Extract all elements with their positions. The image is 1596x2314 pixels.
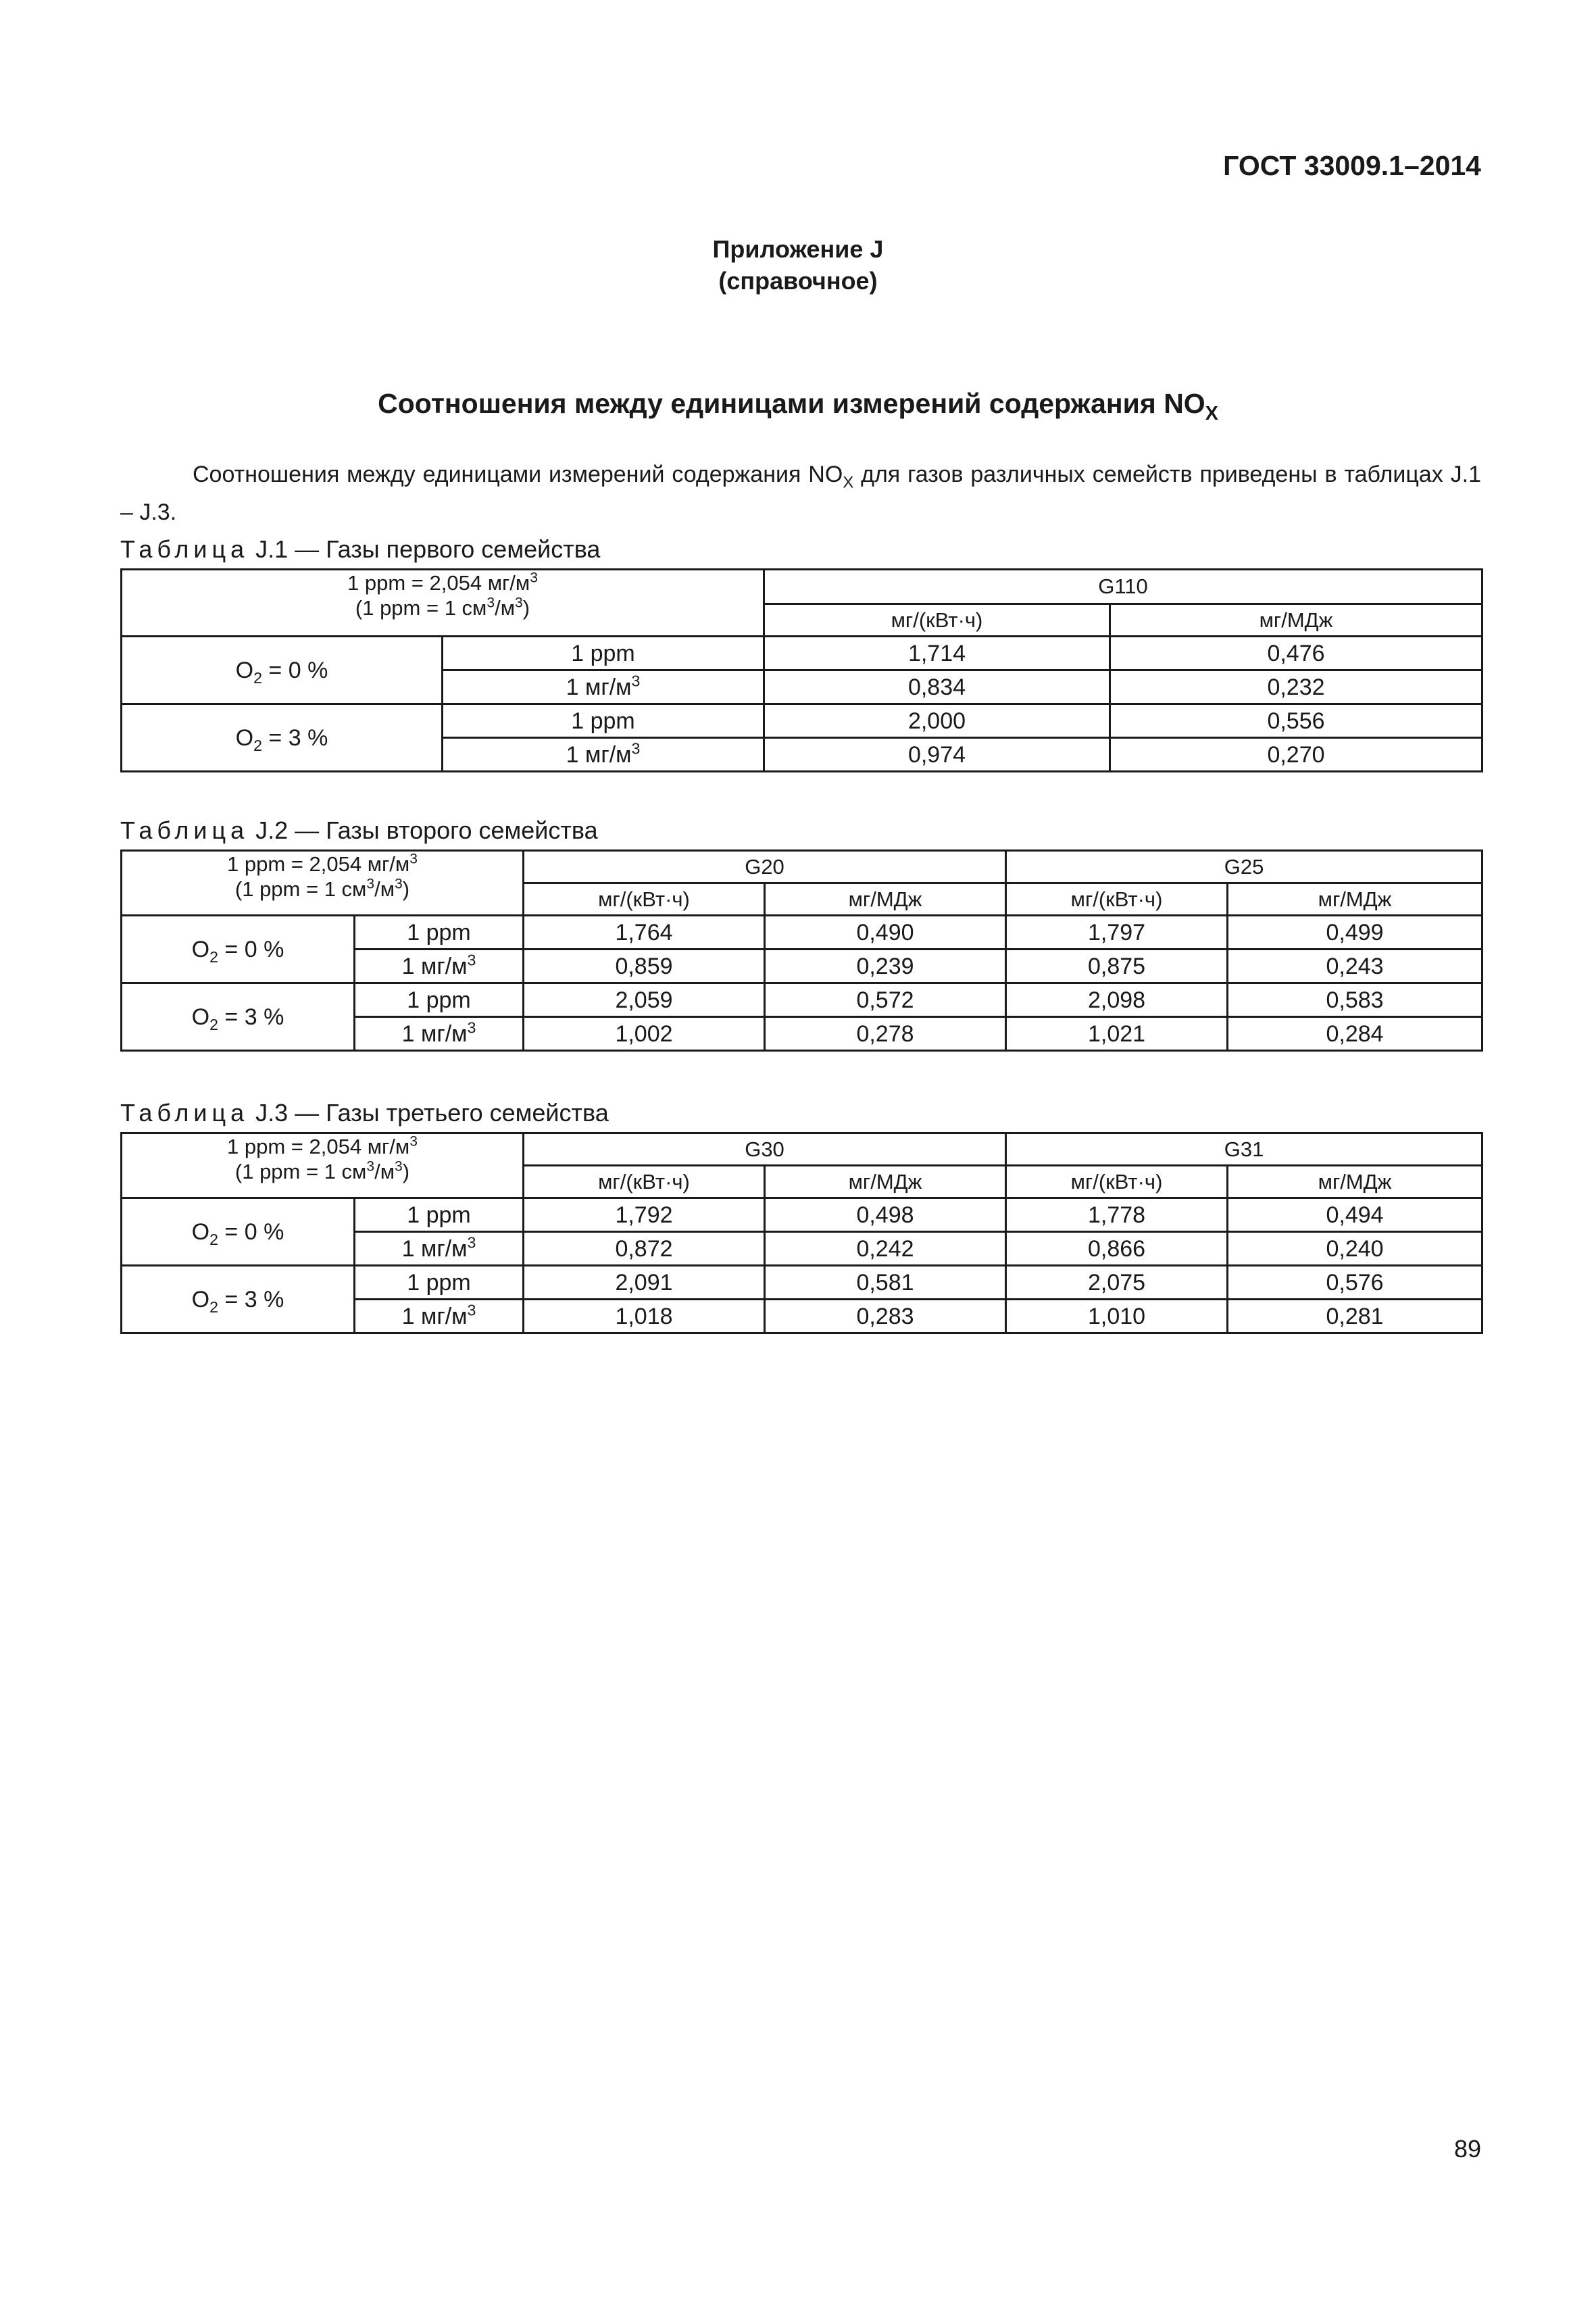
value-cell: 1,797 <box>1006 916 1228 950</box>
header-row <box>122 851 1482 883</box>
conversion-line-2 <box>122 595 763 620</box>
value-cell: 1,714 <box>764 637 1110 670</box>
o2-0-label <box>122 916 355 983</box>
conversion-note <box>122 570 764 637</box>
value-cell: 2,098 <box>1006 983 1228 1017</box>
caption-label: Таблица <box>120 535 249 563</box>
unit-text: 1 мг/м <box>401 953 468 979</box>
page-number: 89 <box>1453 2135 1481 2163</box>
annex-heading <box>0 233 1596 297</box>
unit-text: 1 мг/м <box>566 741 632 768</box>
value-cell: 0,834 <box>764 670 1110 704</box>
table-row <box>122 1198 1482 1232</box>
subscript: 2 <box>209 1298 218 1316</box>
value-cell: 2,075 <box>1006 1266 1228 1300</box>
value-cell: 0,490 <box>765 916 1006 950</box>
value-cell: 0,239 <box>765 950 1006 983</box>
header-row <box>122 570 1482 604</box>
unit-text: 1 мг/м <box>401 1020 468 1047</box>
caption-title: J.3 — Газы третьего семейства <box>249 1099 609 1127</box>
conversion-text: (1 ppm = 1 см <box>355 596 487 620</box>
caption-label: Таблица <box>120 1099 249 1127</box>
value-cell: 0,583 <box>1228 983 1482 1017</box>
annex-type: (справочное) <box>718 267 878 295</box>
superscript: 3 <box>409 1133 418 1150</box>
conversion-text: /м <box>374 877 395 901</box>
superscript: 3 <box>487 595 495 611</box>
row-unit-ppm: 1 ppm <box>355 1266 524 1300</box>
conversion-line-1 <box>122 1134 522 1159</box>
conversion-text: ) <box>402 1160 410 1183</box>
subscript: 2 <box>209 1230 218 1248</box>
value-cell: 2,091 <box>524 1266 765 1300</box>
unit-text: 1 мг/м <box>401 1235 468 1262</box>
value-cell: 0,866 <box>1006 1232 1228 1266</box>
caption-label: Таблица <box>120 816 249 844</box>
superscript: 3 <box>395 1158 403 1175</box>
table-row <box>122 704 1482 738</box>
unit-text: 1 мг/м <box>566 674 632 700</box>
conversion-text: /м <box>374 1160 395 1183</box>
conversion-text: ) <box>522 596 530 620</box>
superscript: 3 <box>631 671 641 689</box>
o2-value: = 0 % <box>218 936 284 962</box>
unit-mj-header: мг/МДж <box>765 883 1006 916</box>
conversion-line-2 <box>122 1159 522 1184</box>
row-unit-mg <box>443 738 764 772</box>
intro-subscript: X <box>843 473 854 492</box>
table-row <box>122 637 1482 670</box>
o2-3-label <box>122 704 443 772</box>
value-cell: 1,778 <box>1006 1198 1228 1232</box>
value-cell: 0,278 <box>765 1017 1006 1051</box>
value-cell: 0,872 <box>524 1232 765 1266</box>
o2-symbol: O <box>235 724 254 751</box>
conversion-text: 1 ppm = 2,054 мг/м <box>227 1135 410 1158</box>
table-j3 <box>120 1132 1483 1334</box>
gas-header: G25 <box>1006 851 1482 883</box>
value-cell: 0,243 <box>1228 950 1482 983</box>
value-cell: 1,010 <box>1006 1300 1228 1333</box>
value-cell: 0,556 <box>1110 704 1482 738</box>
row-unit-mg <box>355 1017 524 1051</box>
value-cell: 0,494 <box>1228 1198 1482 1232</box>
unit-mj-header: мг/МДж <box>1110 604 1482 637</box>
intro-paragraph <box>120 460 1481 527</box>
table-row <box>122 983 1482 1017</box>
value-cell: 0,284 <box>1228 1017 1482 1051</box>
row-unit-ppm: 1 ppm <box>443 637 764 670</box>
superscript: 3 <box>530 570 538 586</box>
row-unit-mg <box>355 1232 524 1266</box>
table-row <box>122 916 1482 950</box>
value-cell: 0,576 <box>1228 1266 1482 1300</box>
row-unit-mg <box>355 950 524 983</box>
superscript: 3 <box>366 876 375 892</box>
table-caption-j1 <box>120 535 600 564</box>
conversion-text: (1 ppm = 1 см <box>234 1160 367 1183</box>
superscript: 3 <box>467 1018 476 1036</box>
o2-0-label <box>122 637 443 704</box>
value-cell: 0,476 <box>1110 637 1482 670</box>
row-unit-ppm: 1 ppm <box>355 1198 524 1232</box>
superscript: 3 <box>467 1300 476 1319</box>
annex-title: Приложение J <box>712 235 884 263</box>
standard-code: ГОСТ 33009.1–2014 <box>1223 150 1481 181</box>
subscript: 2 <box>209 947 218 966</box>
conversion-text: 1 ppm = 2,054 мг/м <box>227 852 410 876</box>
value-cell: 0,270 <box>1110 738 1482 772</box>
value-cell: 0,240 <box>1228 1232 1482 1266</box>
o2-value: = 3 % <box>218 1004 284 1030</box>
value-cell: 0,499 <box>1228 916 1482 950</box>
subscript: 2 <box>253 668 262 687</box>
table-caption-j2 <box>120 816 598 845</box>
conversion-text: 1 ppm = 2,054 мг/м <box>347 571 530 595</box>
o2-3-label <box>122 1266 355 1333</box>
subscript: 2 <box>253 736 262 754</box>
superscript: 3 <box>395 876 403 892</box>
unit-text: 1 мг/м <box>401 1303 468 1329</box>
value-cell: 0,281 <box>1228 1300 1482 1333</box>
o2-symbol: O <box>235 657 254 683</box>
o2-value: = 0 % <box>218 1218 284 1245</box>
caption-title: J.1 — Газы первого семейства <box>249 535 601 563</box>
unit-kwh-header: мг/(кВт·ч) <box>1006 1166 1228 1198</box>
gas-header: G110 <box>764 570 1482 604</box>
unit-mj-header: мг/МДж <box>1228 1166 1482 1198</box>
superscript: 3 <box>409 851 418 867</box>
gas-header: G20 <box>524 851 1006 883</box>
value-cell: 0,242 <box>765 1232 1006 1266</box>
o2-symbol: O <box>191 1286 210 1312</box>
value-cell: 1,792 <box>524 1198 765 1232</box>
conversion-line-2 <box>122 877 522 902</box>
value-cell: 0,859 <box>524 950 765 983</box>
o2-3-label <box>122 983 355 1051</box>
unit-kwh-header: мг/(кВт·ч) <box>524 883 765 916</box>
value-cell: 0,875 <box>1006 950 1228 983</box>
subscript: 2 <box>209 1015 218 1033</box>
intro-text-2: для газов различных семейств приведены в таблицах J.1 – J.3. <box>120 462 1481 526</box>
unit-kwh-header: мг/(кВт·ч) <box>524 1166 765 1198</box>
unit-mj-header: мг/МДж <box>1228 883 1482 916</box>
value-cell: 1,018 <box>524 1300 765 1333</box>
value-cell: 2,000 <box>764 704 1110 738</box>
unit-mj-header: мг/МДж <box>765 1166 1006 1198</box>
o2-symbol: O <box>191 1004 210 1030</box>
table-j2 <box>120 850 1483 1052</box>
row-unit-mg <box>443 670 764 704</box>
conversion-line-1 <box>122 570 763 595</box>
section-title-text: Соотношения между единицами измерений содержания NO <box>378 388 1205 419</box>
gas-header: G30 <box>524 1133 1006 1166</box>
o2-0-label <box>122 1198 355 1266</box>
caption-title: J.2 — Газы второго семейства <box>249 816 598 844</box>
table-j1 <box>120 568 1483 772</box>
gas-header: G31 <box>1006 1133 1482 1166</box>
superscript: 3 <box>467 950 476 968</box>
value-cell: 0,498 <box>765 1198 1006 1232</box>
table-row <box>122 1266 1482 1300</box>
conversion-text: /м <box>495 596 516 620</box>
unit-kwh-header: мг/(кВт·ч) <box>1006 883 1228 916</box>
row-unit-ppm: 1 ppm <box>355 983 524 1017</box>
row-unit-ppm: 1 ppm <box>355 916 524 950</box>
value-cell: 1,002 <box>524 1017 765 1051</box>
value-cell: 0,974 <box>764 738 1110 772</box>
conversion-line-1 <box>122 852 522 877</box>
section-title <box>0 388 1596 425</box>
conversion-text: (1 ppm = 1 см <box>234 877 367 901</box>
value-cell: 0,572 <box>765 983 1006 1017</box>
o2-symbol: O <box>191 936 210 962</box>
superscript: 3 <box>631 739 641 757</box>
value-cell: 0,232 <box>1110 670 1482 704</box>
table-caption-j3 <box>120 1099 609 1127</box>
value-cell: 0,581 <box>765 1266 1006 1300</box>
row-unit-mg <box>355 1300 524 1333</box>
conversion-note <box>122 851 524 916</box>
value-cell: 1,021 <box>1006 1017 1228 1051</box>
value-cell: 0,283 <box>765 1300 1006 1333</box>
superscript: 3 <box>515 595 523 611</box>
o2-value: = 3 % <box>218 1286 284 1312</box>
superscript: 3 <box>366 1158 375 1175</box>
o2-value: = 3 % <box>261 724 328 751</box>
o2-symbol: O <box>191 1218 210 1245</box>
section-title-subscript: X <box>1205 403 1218 425</box>
unit-kwh-header: мг/(кВт·ч) <box>764 604 1110 637</box>
o2-value: = 0 % <box>261 657 328 683</box>
row-unit-ppm: 1 ppm <box>443 704 764 738</box>
value-cell: 2,059 <box>524 983 765 1017</box>
header-row <box>122 1133 1482 1166</box>
value-cell: 1,764 <box>524 916 765 950</box>
intro-text-1: Соотношения между единицами измерений содержания NO <box>193 462 843 487</box>
conversion-note <box>122 1133 524 1198</box>
conversion-text: ) <box>402 877 410 901</box>
superscript: 3 <box>467 1233 476 1251</box>
